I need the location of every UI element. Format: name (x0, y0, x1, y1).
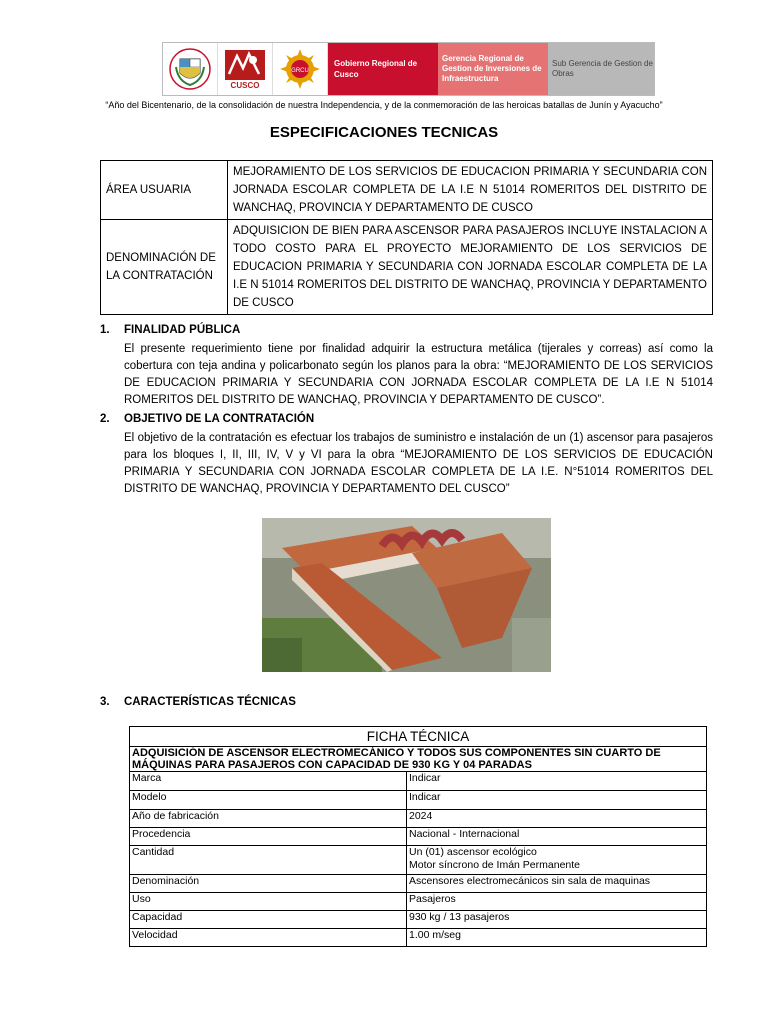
table-row (130, 929, 707, 947)
subgerencia-label: Sub Gerencia de Gestion de Obras (548, 43, 654, 95)
info-row-denominacion (101, 220, 713, 315)
ficha-tecnica-table (129, 726, 707, 947)
ficha-value: 2024 (407, 810, 707, 828)
ficha-value: Pasajeros (407, 893, 707, 911)
table-row (130, 875, 707, 893)
gobierno-regional-label: Gobierno Regional de Cusco (328, 43, 438, 95)
section-2-text: El objetivo de la contratación es efectuar los trabajos de suministro e instalación de un (1) ascensor para pasajeros para los bloques I, II, III, IV, V y VI para la obra “MEJORAMIENTO DE LOS SERVICIOS DE EDUCACIÓN PRIMARIA Y SECUNDARIA CON JORNADA ESCOLAR COMPLETA DE LA I.E. N°51014 ROMERITOS DEL DISTRITO DE WANCHAQ, PROVINCIA Y DEPARTAMENTO DEL CUSCO” (124, 432, 713, 495)
year-motto: “Año del Bicentenario, de la consolidación de nuestra Independencia, y de la conmemoración de las heroicas batallas de Junín y Ayacucho” (105, 100, 663, 110)
table-row (130, 846, 707, 875)
ficha-value: Ascensores electromecánicos sin sala de maquinas (407, 875, 707, 893)
page-title: ESPECIFICACIONES TECNICAS (269, 124, 499, 141)
cusco-logo-text: CUSCO (230, 81, 260, 90)
section-2-title: OBJETIVO DE LA CONTRATACIÓN (124, 413, 315, 425)
area-usuaria-value: MEJORAMIENTO DE LOS SERVICIOS DE EDUCACION PRIMARIA Y SECUNDARIA CON JORNADA ESCOLAR COMPLETA DE LA I.E N 51014 ROMERITOS DEL DISTRITO DE WANCHAQ, PROVINCIA Y DEPARTAMENTO DE CUSCO (228, 161, 713, 220)
ficha-key: Capacidad (130, 911, 407, 929)
ficha-value (407, 846, 707, 875)
ficha-key: Modelo (130, 791, 407, 810)
ficha-key: Marca (130, 772, 407, 791)
header-banner (162, 42, 655, 96)
info-table (100, 160, 713, 315)
ficha-key: Uso (130, 893, 407, 911)
regional-sun-logo-text: GRCU (291, 68, 309, 74)
section-1-text: El presente requerimiento tiene por finalidad adquirir la estructura metálica (tijerales y correas) así como la cobertura con teja andina y policarbonato según los planos para la obra: “MEJORAMIENTO DE LOS SERVICIOS DE EDUCACION PRIMARIA Y SECUNDARIA CON JORNADA ESCOLAR COMPLETA DE LA I.E N 51014 ROMERITOS DEL DISTRITO DE WANCHAQ, PROVINCIA Y DEPARTAMENTO DE CUSCO”. (124, 343, 713, 406)
ficha-key: Denominación (130, 875, 407, 893)
table-row (130, 893, 707, 911)
ficha-key: Cantidad (130, 846, 407, 875)
regional-sun-logo (273, 43, 328, 95)
ficha-value: Indicar (407, 791, 707, 810)
ficha-key: Procedencia (130, 828, 407, 846)
section-1-heading (100, 324, 240, 336)
ficha-description: ADQUISICIÓN DE ASCENSOR ELECTROMECÁNICO Y TODOS SUS COMPONENTES SIN CUARTO DE MÁQUINAS PARA PASAJEROS CON CAPACIDAD DE 930 KG Y 04 PARADAS (130, 747, 707, 772)
area-usuaria-label: ÁREA USUARIA (101, 161, 228, 220)
denominacion-value: ADQUISICION DE BIEN PARA ASCENSOR PARA PASAJEROS INCLUYE INSTALACION A TODO COSTO PARA EL PROYECTO MEJORAMIENTO DE LOS SERVICIOS DE EDUCACION PRIMARIA Y SECUNDARIA CON JORNADA ESCOLAR COMPLETA DE LA I.E N 51014 ROMERITOS DEL DISTRITO DE WANCHAQ, PROVINCIA Y DEPARTAMENTO DE CUSCO (228, 220, 713, 315)
section-2-number: 2. (100, 413, 110, 425)
info-row-area (101, 161, 713, 220)
section-1-number: 1. (100, 324, 110, 336)
table-row (130, 828, 707, 846)
ficha-value-line-2: Motor síncrono de Imán Permanente (409, 859, 581, 871)
table-row (130, 772, 707, 791)
ficha-value: Indicar (407, 772, 707, 791)
denominacion-label: DENOMINACIÓN DE LA CONTRATACIÓN (101, 220, 228, 315)
cusco-logo (218, 43, 273, 95)
section-3-heading (100, 696, 296, 708)
section-1-title: FINALIDAD PÚBLICA (124, 324, 241, 336)
table-row (130, 911, 707, 929)
school-building-render-image (262, 518, 551, 672)
section-3-number: 3. (100, 696, 110, 708)
ficha-key: Año de fabricación (130, 810, 407, 828)
ficha-value: Nacional - Internacional (407, 828, 707, 846)
section-3-title: CARACTERÍSTICAS TÉCNICAS (124, 696, 296, 708)
table-row (130, 791, 707, 810)
ficha-value: 930 kg / 13 pasajeros (407, 911, 707, 929)
ficha-key: Velocidad (130, 929, 407, 947)
ficha-value: 1.00 m/seg (407, 929, 707, 947)
peru-coat-of-arms-logo (163, 43, 218, 95)
ficha-title: FICHA TÉCNICA (130, 727, 707, 747)
gerencia-label: Gerencia Regional de Gestion de Inversiones de Infraestructura (438, 43, 548, 95)
ficha-value-line-1: Un (01) ascensor ecológico (409, 846, 537, 858)
section-2-heading (100, 413, 314, 425)
table-row (130, 810, 707, 828)
